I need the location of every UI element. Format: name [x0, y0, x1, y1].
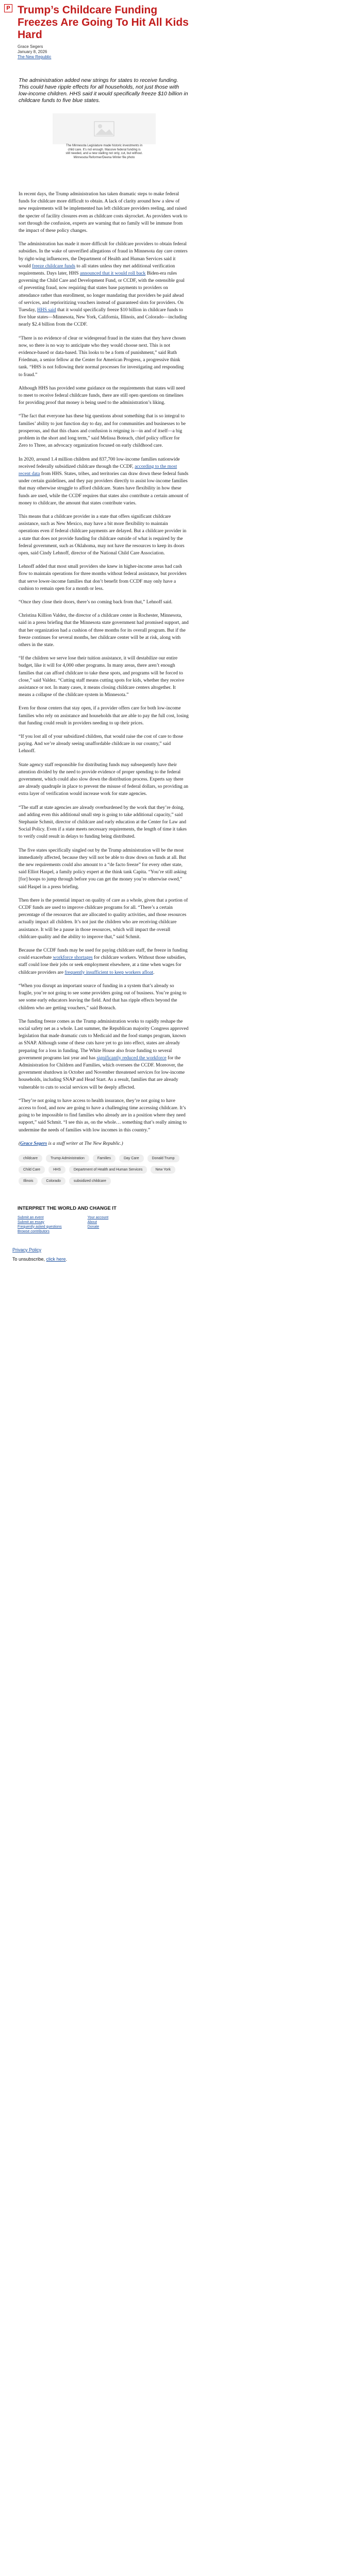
publication-link[interactable]: The New Republic — [18, 55, 52, 59]
site-logo[interactable]: P — [4, 4, 12, 12]
paragraph-text: “The staff at state agencies are already overburdened by the work that they’re doing, and adding even this additional small step is going to take additional capacity,” said Stephanie Schmit, director of childcare and early education at the Center for Law and Social Policy. Even if a state meets necessary requirements, the length of time it takes to verify could result in delays to funding being distributed. — [19, 805, 187, 840]
article-header — [18, 4, 355, 60]
footer-link[interactable]: Submit an essay — [18, 1220, 44, 1224]
paragraph-text: “Once they close their doors, there’s no coming back from that,” Lehnoff said. — [19, 599, 173, 605]
footer-link[interactable]: Frequently asked questions — [18, 1225, 62, 1229]
footer-links — [18, 1215, 355, 1234]
article-page — [0, 0, 361, 1272]
body-paragraph — [19, 241, 189, 328]
tag-list — [19, 1155, 194, 1185]
article-body — [19, 191, 189, 1134]
paragraph-text: from HHS. States, tribes, and territories can draw down these federal funds under certain guidelines, and they pay providers directly to assist low-income families that may otherwise struggle to afford childcare. States have flexibility in how these funds are used, while the CCDF requires that states also contribute a certain amount of money to childcare, the amount that states contribute varies. — [19, 471, 189, 506]
paragraph-text: for the Administration for Children and Families, which oversees the CCDF. Moreover, the government shutdown in October and November threatened services for low-income households, including SNAP and Head Start. As a result, families that are already vulnerable to cuts to social services will be deeply affected. — [19, 1055, 185, 1090]
unsubscribe-prefix: To unsubscribe, — [12, 1256, 46, 1262]
inline-link[interactable]: workforce shortages — [53, 955, 93, 961]
body-paragraph — [19, 413, 189, 449]
tag-chip[interactable]: Trump Administration — [46, 1155, 89, 1162]
body-paragraph — [19, 947, 189, 976]
body-paragraph — [19, 804, 189, 841]
body-paragraph — [19, 599, 189, 606]
article-title[interactable]: Trump’s Childcare Funding Freezes Are Going To Hit All Kids Hard — [18, 4, 189, 41]
privacy-policy — [12, 1247, 355, 1252]
paragraph-text: Christina Killion Valdez, the director of a childcare center in Rochester, Minnesota, said in a press briefing that the Minnesota state government had promised support, and that her organization had a cushion of three months for its overall program. But if the freeze continues for several months, her childcare center will be at risk, along with others in the state. — [19, 613, 189, 648]
paragraph-text: for childcare workers. Without those subsidies, staff could lose their jobs or seek employment elsewhere, at a time when wages for childcare providers are — [19, 955, 186, 975]
footer-link[interactable]: About — [87, 1220, 97, 1224]
body-paragraph — [19, 705, 189, 727]
body-paragraph — [19, 385, 189, 407]
unsubscribe-suffix: . — [65, 1256, 68, 1262]
inline-link[interactable]: frequently insufficient to keep workers afloat — [64, 970, 153, 975]
paragraph-text: The five states specifically singled out by the Trump administration will be the most immediately affected, because they will not be able to draw down on funds at all. But the new requirements could also amount to a “de facto freeze” for every other state, said Elliot Haspel, a family policy expert at the think tank Capita. “You’re still asking [for] hoops to jump through before you can get the money you’re otherwise owed,” said Haspel in a press briefing. — [19, 848, 187, 890]
paragraph-text: In recent days, the Trump administration has taken dramatic steps to make federal funds for childcare more difficult to obtain. A lack of clarity around how a slew of new requirements will be implemented has left childcare providers reeling, and raised the specter of facility closures even as childcare costs skyrocket. As providers work to sort through the confusion, experts are warning that no family will be immune from the impact of these policy changes. — [19, 192, 188, 234]
paragraph-text: “There is no evidence of clear or widespread fraud in the states that they have chosen now, so there is no way to anticipate who they would choose next. This is not evidence-based or data-based. This looks to be a form of punishment,” said Ruth Friedman, a senior fellow at the Center for American Progress, a progressive think tank. “HHS is not following their normal processes for investigating and responding to fraud.” — [19, 335, 186, 378]
article-image — [53, 113, 156, 160]
paragraph-text: The funding freeze comes as the Trump administration works to rapidly reshape the social safety net as a whole. Last summer, the Republican majority Congress approved legislation that made dramatic cuts to Medicaid and the food stamps program, known as SNAP. Although some of these cuts have yet to go into effect, states are already preparing for a loss in funding. The White House also froze funding to several government programs last year and has — [19, 1019, 189, 1061]
paragraph-text: Lehnoff added that most small providers she knew in higher-income areas had cash flow to maintain operations for three months without federal assistance, but providers that serve lower-income families that don’t benefit from CCDF may only have a cushion to remain open for a month or less. — [19, 564, 187, 591]
body-paragraph — [19, 513, 189, 557]
tag-chip[interactable]: childcare — [19, 1155, 42, 1162]
paragraph-text: Because the CCDF funds may be used for paying childcare staff, the freeze in funding could exacerbate — [19, 948, 188, 961]
footer-link[interactable]: Your account — [87, 1215, 109, 1219]
body-paragraph — [19, 897, 189, 941]
body-paragraph — [19, 1097, 189, 1134]
body-paragraph — [19, 847, 189, 891]
body-paragraph — [19, 1018, 189, 1091]
tag-chip[interactable]: Colorado — [41, 1177, 65, 1185]
inline-link[interactable]: according to the most recent data — [19, 464, 177, 477]
tag-chip[interactable]: Day Care — [119, 1155, 144, 1162]
footer-link[interactable]: Submit an event — [18, 1215, 44, 1219]
tag-chip[interactable]: Families — [93, 1155, 116, 1162]
body-paragraph — [19, 612, 189, 649]
publish-date: January 8, 2026 — [18, 49, 47, 54]
paragraph-text: In 2020, around 1.4 million children and 837,700 low-income families nationwide received federally subsidized childcare through the CCDF, — [19, 456, 180, 469]
inline-link[interactable]: significantly reduced the workforce — [96, 1055, 167, 1061]
body-paragraph — [19, 982, 189, 1012]
footer-heading: INTERPRET THE WORLD AND CHANGE IT — [18, 1205, 117, 1211]
paragraph-text: This means that a childcare provider in a state that offers significant childcare assistance, such as New Mexico, may have a bit more flexibility to maintain operations even if federal childcare payments are delayed. But a childcare provider in a state that does not provide funding for childcare outside of what is required by the federal government, such as Oklahoma, may not have the resources to keep its doors open, said Cindy Lehnoff, director of the National Child Care Association. — [19, 514, 187, 556]
footer-link[interactable]: Browse contributors — [18, 1229, 50, 1233]
paragraph-text: “When you disrupt an important source of funding in a system that’s already so fragile, you’re not going to see some providers going out of business. You’re going to see some early educators leaving the field. And that has ripple effects beyond the children who are getting vouchers,” said Boteach. — [19, 983, 187, 1011]
paragraph-text: Although HHS has provided some guidance on the requirements that states will need to meet to receive federal childcare funds, there are still open questions on timelines for providing proof that money is being used to the administration’s liking. — [19, 385, 185, 406]
inline-link[interactable]: announced that it would roll back — [79, 271, 146, 277]
paragraph-text: . — [153, 970, 155, 975]
unsubscribe-line — [12, 1257, 355, 1262]
body-paragraph — [19, 761, 189, 798]
body-paragraph — [19, 456, 189, 507]
paragraph-text: “If the children we serve lose their tuition assistance, it will destabilize our entire budget, like it will for 4,000 other programs. In many areas, there aren’t enough families that can afford childcare to take these spots, and programs will be forced to close,” said Valdez. “Cutting staff means cutting spots for kids, whether they receive assistance or not. In many cases, it means closing childcare centers altogether. It means a collapse of the childcare system in Minnesota.” — [19, 656, 185, 698]
privacy-policy-link[interactable]: Privacy Policy — [12, 1247, 42, 1252]
paragraph-text: Even for those centers that stay open, if a provider offers care for both low-income families who rely on assistance and households that are able to pay the full cost, losing that funding could result in providers needing to up their prices. — [19, 706, 189, 726]
tag-chip[interactable]: Child Care — [19, 1166, 45, 1174]
tag-chip[interactable]: Department of Health and Human Services — [69, 1166, 147, 1174]
inline-link[interactable]: freeze childcare funds — [32, 263, 75, 269]
paragraph-text: “If you lost all of your subsidized children, that would raise the cost of care to those paying. And we’re already seeing unaffordable childcare in our country,” said Lehnoff. — [19, 734, 183, 754]
tag-chip[interactable]: Donald Trump — [147, 1155, 179, 1162]
photo-icon — [53, 113, 156, 144]
tag-chip[interactable]: Illinois — [19, 1177, 38, 1185]
unsubscribe-link[interactable]: click here — [46, 1256, 66, 1262]
image-caption: The Minnesota Legislature made historic investments in child care. It’s not enough. Massive federal funding is still needed, and a new stalling not only, cut, but without. Minnesota Reformer/Deena Winter file photo — [65, 144, 143, 159]
paragraph-text: Biden-era rules governing the Child Care and Development Fund, or CCDF, with the ostensible goal of preventing fraud, now requiring that states base payments to providers on attendance rather than enrollment, no longer mandating that providers be paid ahead of services, and reprioritizing vouchers instead of guaranteed slots for providers. On Tuesday, — [19, 271, 185, 313]
footer-column-2 — [88, 1215, 109, 1234]
paragraph-text: Then there is the potential impact on quality of care as a whole, given that a portion of CCDF funds are used to improve childcare programs for all. “There’s a certain percentage of the resources that are allocated to quality activities, and those resources actually impact all children. It’s not just the children who are receiving childcare assistance. It will be a pause in those resources, which will impact the overall childcare quality and the ability to improve that,” said Schmit. — [19, 897, 188, 940]
body-paragraph — [19, 191, 189, 234]
tag-chip[interactable]: New York — [151, 1166, 175, 1174]
article-dek: The administration added new strings for states to receive funding. This could have ripple effects for all households, not just those with low-income children. HHS said it would specifically freeze $10 billion in childcare funds to five blue states. — [19, 77, 188, 104]
footer-link[interactable]: Donate — [87, 1225, 100, 1229]
tag-chip[interactable]: subsidized childcare — [69, 1177, 111, 1185]
author-name: Grace Segers — [18, 44, 43, 49]
paragraph-text: “They’re not going to have access to health insurance, they’re not going to have access to food, and now are going to have a challenging time accessing childcare. It’s going to be impossible to find families who already are in a position where they need support,” said Schmit. “I see this as, on the whole… something that’s really aiming to undermine the needs of families with low incomes in this country.” — [19, 1098, 187, 1133]
paragraph-text: “The fact that everyone has these big questions about something that is so integral to families’ ability to just function day to day, and for communities and businesses to be prosperous, and that this chaos and confusion is reigning is—in and of itself—a big problem in the short and long term,” said Melissa Boteach, chief policy officer for Zero to Three, an advocacy organization focused on early childhood care. — [19, 414, 186, 449]
body-paragraph — [19, 655, 189, 699]
paragraph-text: The administration has made it more difficult for childcare providers to obtain federal subsidies. In the wake of unverified allegations of fraud in Minnesota day care centers by right-wing influencers, the Department of Health and Human Services said it would — [19, 242, 188, 269]
body-paragraph — [19, 733, 189, 755]
bio-text: is a staff writer at The New Republic. — [47, 1141, 122, 1146]
bio-author-link[interactable]: Grace Segers — [20, 1141, 47, 1146]
footer-column-1 — [18, 1215, 62, 1234]
paragraph-text: that it would specifically freeze $10 billion in childcare funds to five blue states—Minnesota, New York, California, Illinois, and Colorado—including nearly $2.4 billion from the CCDF. — [19, 308, 187, 328]
body-paragraph — [19, 563, 189, 592]
byline — [18, 44, 355, 60]
tag-chip[interactable]: HHS — [48, 1166, 65, 1174]
paragraph-text: to all states unless they met additional verification requirements. Days later, HHS — [19, 263, 175, 277]
paragraph-text: State agency staff responsible for distributing funds may subsequently have their attention divided by the need to provide evidence of proper spending to the federal government, which could also slow down the distribution process. Experts say there are already quadruple in place to prevent the misuse of federal dollars, so providing an extra layer of verification would increase work for state agencies. — [19, 762, 188, 797]
body-paragraph — [19, 335, 189, 379]
inline-link[interactable]: HHS said — [37, 308, 56, 313]
author-bio: (Grace Segers is a staff writer at The New Republic.) — [19, 1141, 123, 1146]
